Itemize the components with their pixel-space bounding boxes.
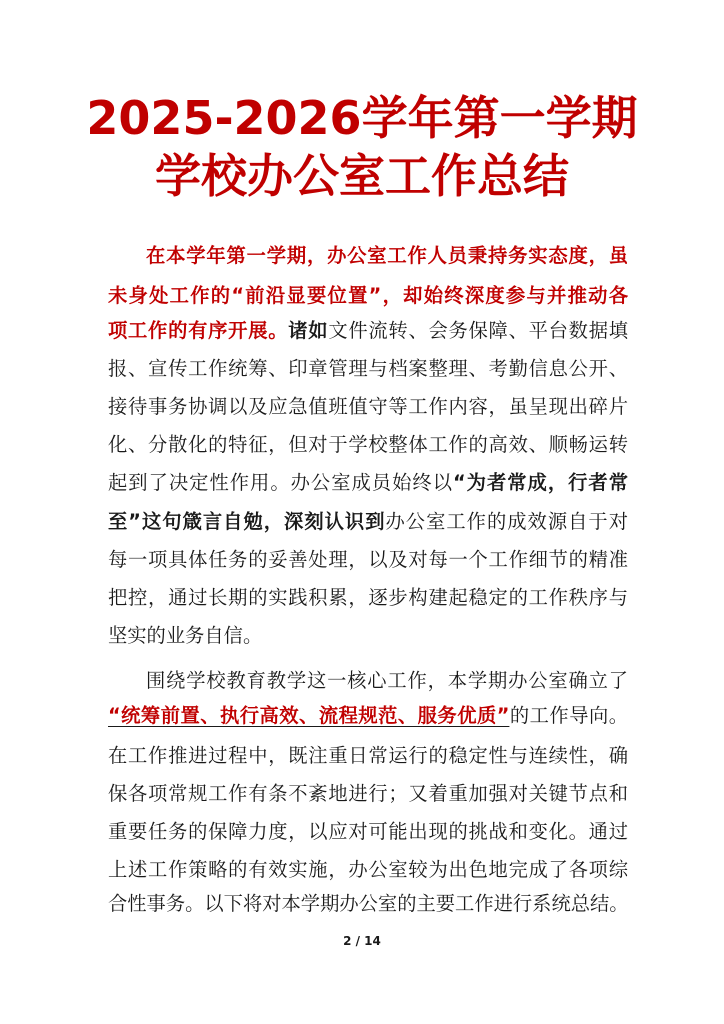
paragraph-1-line-5: 接待事务协调以及应急值班值守等工作内容，虽呈现出碎片 <box>108 395 628 418</box>
paragraph-1-line-2: 未身处工作的“前沿显要位置”，却始终深度参与并推动各 <box>108 284 628 307</box>
body-text: 办公室工作的成效源自于对 <box>385 510 629 533</box>
quote-bold-text: 至”这句箴言自勉， <box>108 510 285 533</box>
quote-bold-text: “为者常成，行者常 <box>452 471 629 494</box>
paragraph-1-line-6: 化、分散化的特征，但对于学校整体工作的高效、顺畅运转 <box>108 433 628 456</box>
paragraph-1-line-8 <box>108 509 628 535</box>
paragraph-1-line-4: 报、宣传工作统筹、印章管理与档案整理、考勤信息公开、 <box>108 357 628 380</box>
document-title-line-1: 2025-2026学年第一学期 <box>86 91 638 145</box>
body-text: 起到了决定性作用。办公室成员始终以 <box>108 471 453 494</box>
paragraph-1-line-1: 在本学年第一学期，办公室工作人员秉持务实态度，虽 <box>146 244 628 267</box>
emphasis-bold-text: 深刻认识到 <box>284 510 386 533</box>
paragraph-2-line-6: 上述工作策略的有效实施，办公室较为出色地完成了各项综 <box>108 858 628 881</box>
work-guideline-text: “统筹前置、执行高效、流程规范、服务优质” <box>108 704 510 727</box>
paragraph-1-line-11: 坚实的业务自信。 <box>108 624 263 647</box>
paragraph-1-line-3 <box>108 318 628 344</box>
paragraph-2-line-7: 合性事务。以下将对本学期办公室的主要工作进行系统总结。 <box>108 892 629 915</box>
body-text: 文件流转、会务保障、平台数据填 <box>328 319 629 342</box>
body-text: 的工作导向。 <box>509 704 629 727</box>
paragraph-2-line-1: 围绕学校教育教学这一核心工作，本学期办公室确立了 <box>146 669 628 692</box>
emphasis-bold-text: 诸如 <box>288 319 329 342</box>
paragraph-2-line-4: 保各项常规工作有条不紊地进行；又着重加强对关键节点和 <box>108 782 628 805</box>
paragraph-2-line-2 <box>108 703 628 729</box>
paragraph-2-line-5: 重要任务的保障力度，以应对可能出现的挑战和变化。通过 <box>108 820 628 843</box>
document-title-line-2: 学校办公室工作总结 <box>155 149 569 203</box>
page-number: 2 / 14 <box>343 934 381 948</box>
paragraph-2-line-3: 在工作推进过程中，既注重日常运行的稳定性与连续性，确 <box>108 744 628 767</box>
emphasis-red-text: 项工作的有序开展。 <box>108 319 289 342</box>
paragraph-1-line-9: 每一项具体任务的妥善处理，以及对每一个工作细节的精准 <box>108 548 628 571</box>
paragraph-1-line-10: 把控，通过长期的实践积累，逐步构建起稳定的工作秩序与 <box>108 586 628 609</box>
paragraph-1-line-7 <box>108 470 628 496</box>
